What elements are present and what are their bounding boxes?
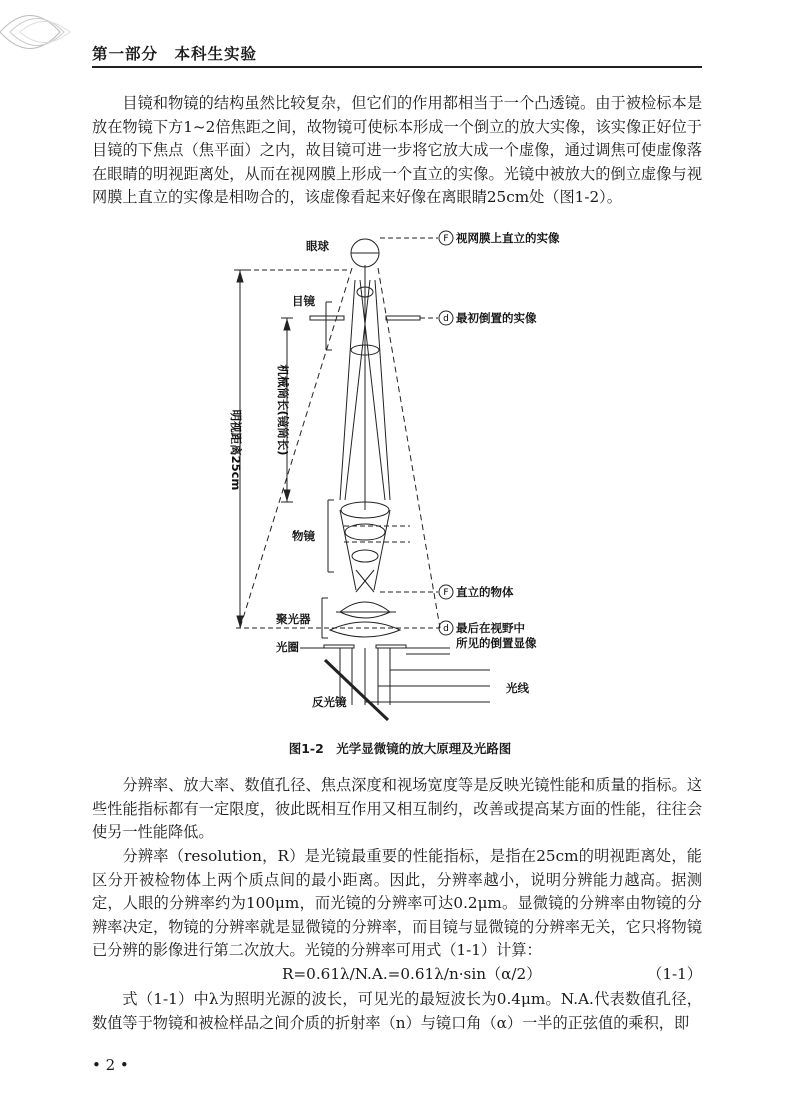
paragraph-3 <box>92 845 702 963</box>
formula-text: R=0.61λ/N.A.=0.61λ/n·sin（α/2） <box>282 965 542 983</box>
microscope-light-path-figure <box>0 220 800 740</box>
figure-caption: 图1-2 光学显微镜的放大原理及光路图 <box>288 741 512 756</box>
label-objective: 物镜 <box>292 529 315 543</box>
page-header <box>0 0 800 72</box>
label-retina-image: 视网膜上直立的实像 <box>456 231 560 245</box>
section-title: 第一部分 本科生实验 <box>92 45 258 63</box>
light-path-diagram <box>0 220 800 740</box>
header-ornament-icon <box>0 0 80 70</box>
header-divider <box>92 66 702 68</box>
label-mirror: 反光镜 <box>312 695 347 709</box>
paragraph-2 <box>92 774 702 845</box>
paragraph-1 <box>92 92 702 210</box>
label-light: 光线 <box>506 681 529 695</box>
paragraph-3-text: 分辨率（resolution，R）是光镜最重要的性能指标，是指在25cm的明视距离处，能区分开被检物体上两个质点间的最小距离。因此，分辨率越小，说明分辨能力越高。据测定，人眼的分辨率约为100μm，而光镜的分辨率可达0.2μm。显微镜的分辨率由物镜的分辨率决定，物镜的分辨率就是显微镜的分辨率，而目镜与显微镜的分辨率无关，它只将物镜已分辨的影像进行第二次放大。光镜的分辨率可用式（1-1）计算： <box>92 847 702 959</box>
label-first-image: 最初倒置的实像 <box>456 311 537 325</box>
label-eyeball: 眼球 <box>306 239 329 253</box>
paragraph-4-text: 式（1-1）中λ为照明光源的波长，可见光的最短波长为0.4μm。N.A.代表数值孔径，数值等于物镜和被检样品之间介质的折射率（n）与镜口角（α）一半的正弦值的乘积，即 <box>92 990 702 1032</box>
paragraph-1-text: 目镜和物镜的结构虽然比较复杂，但它们的作用都相当于一个凸透镜。由于被检标本是放在物镜下方1~2倍焦距之间，故物镜可使标本形成一个倒立的放大实像，该实像正好位于目镜的下焦点（焦平面）之内，故目镜可进一步将它放大成一个虚像，通过调焦可使虚像落在眼睛的明视距离处，从而在视网膜上形成一个直立的实像。光镜中被放大的倒立虚像与视网膜上直立的实像是相吻合的，该虚像看起来好像在离眼睛25cm处（图1-2）。 <box>92 94 702 206</box>
page-number: • 2 • <box>92 1056 129 1074</box>
label-tube-length: 机械筒长(镜筒长) <box>276 364 290 456</box>
label-final-image-2: 所见的倒置显像 <box>456 636 537 650</box>
label-eyepiece: 目镜 <box>292 294 315 308</box>
label-upright-object: 直立的物体 <box>456 585 514 599</box>
label-distance: 明视距离25cm <box>229 409 243 491</box>
label-diaphragm: 光圈 <box>276 640 299 654</box>
paragraph-4 <box>92 988 702 1035</box>
mark-f-1: F <box>443 234 449 244</box>
mark-d-2: d <box>443 624 449 634</box>
paragraph-2-text: 分辨率、放大率、数值孔径、焦点深度和视场宽度等是反映光镜性能和质量的指标。这些性能指标都有一定限度，彼此既相互作用又相互制约，改善或提高某方面的性能，往往会使另一性能降低。 <box>92 776 702 841</box>
mark-f-2: F <box>443 588 449 598</box>
formula-number: （1-1） <box>647 965 702 983</box>
mark-d-1: d <box>443 314 449 324</box>
label-final-image-1: 最后在视野中 <box>456 621 525 635</box>
label-condenser: 聚光器 <box>276 612 311 626</box>
